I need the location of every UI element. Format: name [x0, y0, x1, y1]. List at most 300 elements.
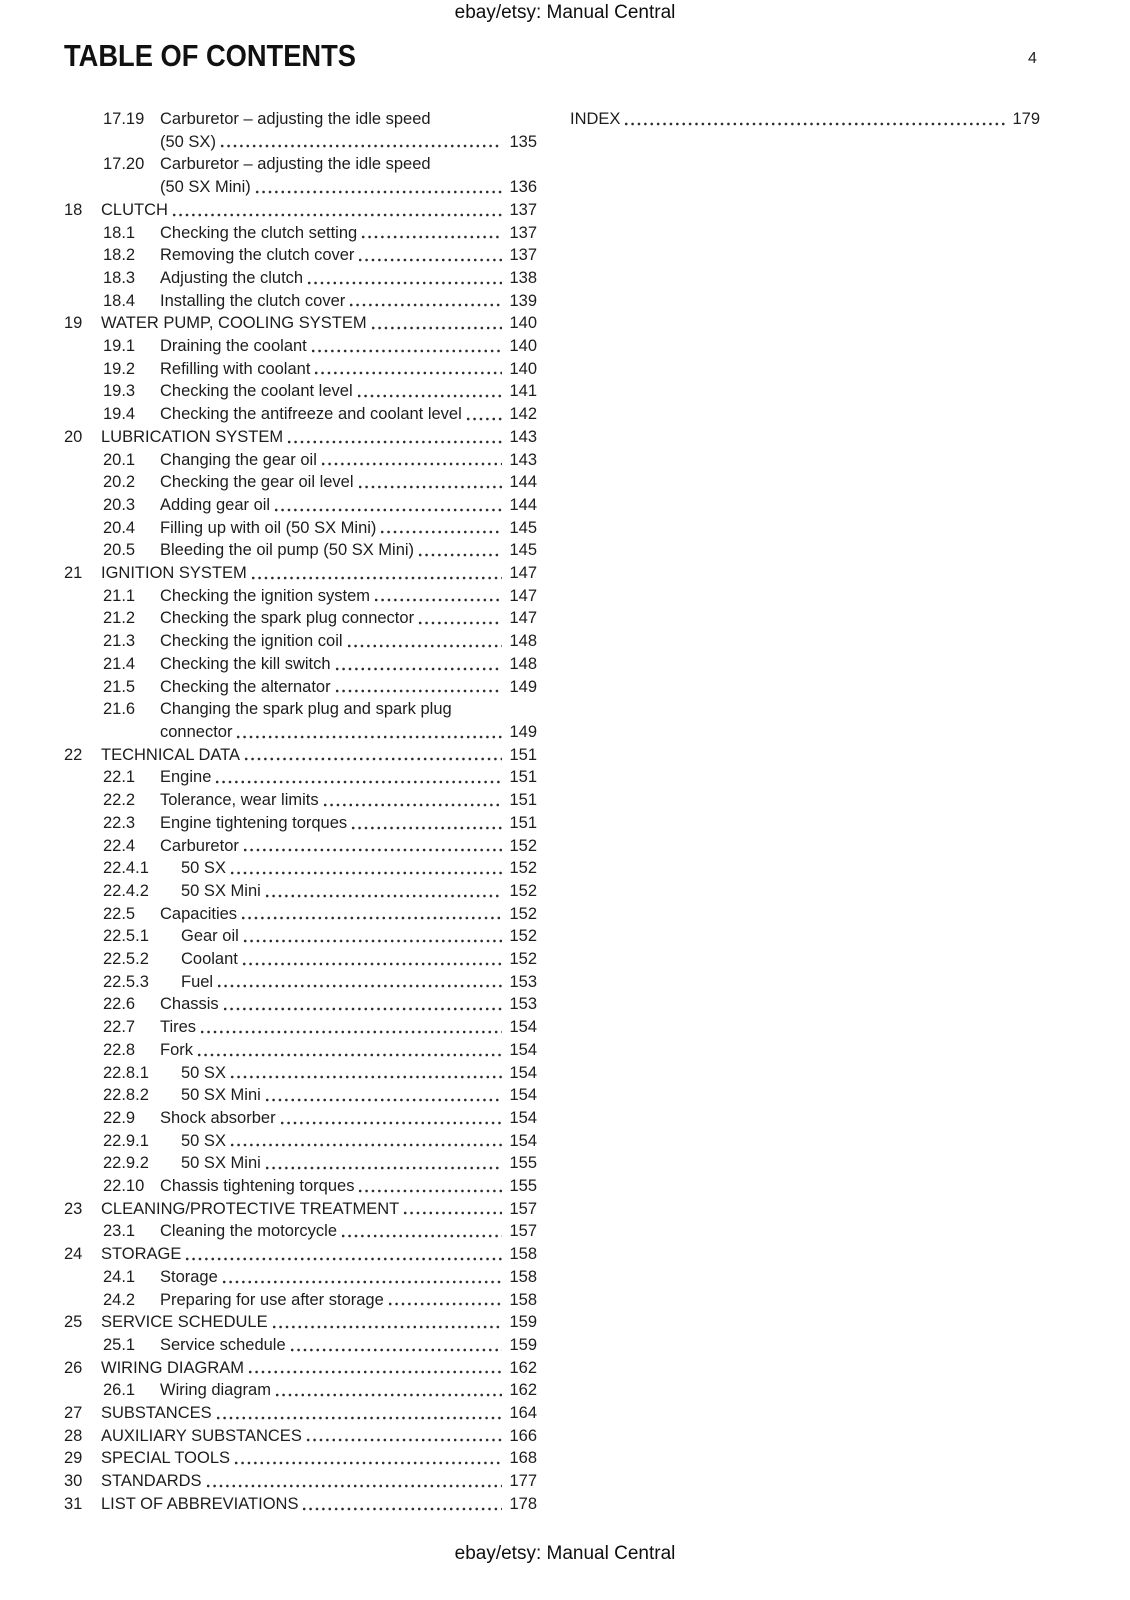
- dot-leader: [274, 1392, 503, 1398]
- toc-entry-number: 22: [64, 745, 83, 764]
- toc-entry-line: [160, 517, 537, 540]
- toc-entry: [64, 1152, 537, 1175]
- toc-entry-text: [181, 948, 537, 971]
- dot-leader: [247, 1369, 502, 1375]
- toc-entry-title: 50 SX Mini: [181, 881, 261, 900]
- dot-leader: [373, 597, 502, 603]
- toc-entry-text: [160, 380, 537, 403]
- toc-entry-line: [160, 1379, 537, 1402]
- toc-entry-number: 20: [64, 427, 83, 446]
- toc-entry-text: [101, 562, 537, 585]
- dot-leader: [233, 1460, 502, 1466]
- dot-leader: [465, 416, 503, 422]
- toc-entry-title: AUXILIARY SUBSTANCES: [101, 1426, 302, 1445]
- dot-leader: [271, 1324, 503, 1330]
- toc-entry-title: Engine tightening torques: [160, 813, 348, 832]
- toc-entry-text: [101, 1357, 537, 1380]
- toc-entry: [64, 494, 537, 517]
- toc-entry-title: Checking the gear oil level: [160, 473, 354, 492]
- toc-entry: [64, 1130, 537, 1153]
- toc-entry: [64, 1243, 537, 1266]
- toc-entry: [64, 880, 537, 903]
- toc-entry-number: 20.4: [103, 518, 136, 537]
- dot-leader: [264, 893, 503, 899]
- toc-entry-text: [181, 925, 537, 948]
- toc-entry-line: [160, 1289, 537, 1312]
- toc-entry-line: [101, 426, 537, 449]
- toc-entry: [64, 789, 537, 812]
- dot-leader: [279, 1120, 503, 1126]
- toc-entry-title: Checking the kill switch: [160, 654, 331, 673]
- toc-entry-line: [101, 199, 537, 222]
- toc-entry-text: [160, 244, 537, 267]
- toc-entry-page: 140: [509, 314, 537, 333]
- toc-entry-line: [160, 1175, 537, 1198]
- dot-leader: [286, 439, 502, 445]
- toc-entry-page: 158: [509, 1267, 537, 1286]
- toc-entry: [64, 1107, 537, 1130]
- toc-entry: [64, 835, 537, 858]
- toc-entry-text: [181, 971, 537, 994]
- toc-entry-page: 135: [509, 132, 537, 151]
- toc-entry-line: [160, 1220, 537, 1243]
- toc-entry-title: Preparing for use after storage: [160, 1290, 384, 1309]
- toc-entry: [64, 1289, 537, 1312]
- toc-left-column: [64, 108, 537, 1516]
- toc-entry: [64, 1379, 537, 1402]
- toc-entry-page: 158: [509, 1290, 537, 1309]
- dot-leader: [348, 302, 502, 308]
- toc-entry: [64, 744, 537, 767]
- toc-entry-line: [101, 1402, 537, 1425]
- toc-entry: [64, 993, 537, 1016]
- toc-entry-page: 154: [509, 1108, 537, 1127]
- toc-entry-title: Removing the clutch cover: [160, 246, 355, 265]
- toc-entry-number: 22.7: [103, 1018, 136, 1037]
- toc-entry-number: 22.5.1: [103, 927, 149, 946]
- toc-entry-number: 30: [64, 1472, 83, 1491]
- toc-entry-page: 154: [509, 1063, 537, 1082]
- dot-leader: [273, 507, 502, 513]
- toc-right-column: [570, 108, 1040, 131]
- toc-entry-number: 29: [64, 1449, 83, 1468]
- toc-entry-text: [160, 153, 537, 198]
- toc-entry-page: 139: [509, 291, 537, 310]
- toc-entry-number: 18.4: [103, 291, 136, 310]
- toc-entry-title: TECHNICAL DATA: [101, 745, 241, 764]
- toc-entry-page: 152: [509, 950, 537, 969]
- dot-leader: [623, 121, 1005, 127]
- dot-leader: [357, 257, 502, 263]
- toc-entry-title: Coolant: [181, 950, 238, 969]
- toc-entry-line: [101, 1243, 537, 1266]
- dot-leader: [216, 983, 502, 989]
- toc-entry-line: [160, 676, 537, 699]
- toc-entry-page: 154: [509, 1086, 537, 1105]
- toc-entry-line: [160, 335, 537, 358]
- toc-entry-number: 20.3: [103, 495, 136, 514]
- toc-entry-line: [101, 1447, 537, 1470]
- toc-entry-number: 22.5.3: [103, 972, 149, 991]
- toc-entry-text: [160, 698, 537, 743]
- dot-leader: [305, 1437, 503, 1443]
- toc-entry-title: Carburetor – adjusting the idle speed: [160, 110, 431, 128]
- toc-entry-text: [160, 539, 537, 562]
- dot-leader: [402, 1210, 502, 1216]
- toc-entry: [570, 108, 1040, 131]
- toc-entry-title: Fuel: [181, 972, 214, 991]
- toc-entry-number: 22.4.2: [103, 881, 149, 900]
- toc-entry-number: 19: [64, 314, 83, 333]
- toc-entry-text: [160, 653, 537, 676]
- toc-entry-page: 147: [509, 609, 537, 628]
- toc-entry-page: 148: [509, 632, 537, 651]
- toc-entry-page: 159: [509, 1335, 537, 1354]
- dot-leader: [229, 1074, 503, 1080]
- toc-entry-title: Storage: [160, 1267, 218, 1286]
- toc-entry-title: IGNITION SYSTEM: [101, 564, 247, 583]
- dot-leader: [356, 393, 503, 399]
- toc-entry-line: [160, 653, 537, 676]
- toc-entry-line: [160, 835, 537, 858]
- toc-entry-title: Capacities: [160, 904, 238, 923]
- toc-entry-text: [160, 789, 537, 812]
- toc-entry: [64, 1447, 537, 1470]
- toc-entry: [64, 153, 537, 198]
- toc-entry-title: Filling up with oil (50 SX Mini): [160, 518, 377, 537]
- toc-entry-line: [181, 1084, 537, 1107]
- toc-entry-text: [160, 1039, 537, 1062]
- toc-entry-page: 144: [509, 473, 537, 492]
- toc-entry-page: 152: [509, 904, 537, 923]
- dot-leader: [306, 280, 502, 286]
- toc-entry-text: [160, 993, 537, 1016]
- dot-leader: [370, 325, 503, 331]
- toc-entry-line: [160, 1334, 537, 1357]
- dot-leader: [205, 1483, 503, 1489]
- toc-entry-number: 17.20: [103, 155, 145, 174]
- toc-entry-text: [160, 1220, 537, 1243]
- toc-entry-number: 28: [64, 1426, 83, 1445]
- toc-entry-line: [160, 290, 537, 313]
- toc-entry: [64, 1334, 537, 1357]
- toc-entry-title: (50 SX): [160, 132, 216, 151]
- page-number-indicator: 4: [1028, 50, 1037, 67]
- toc-entry-page: 155: [509, 1177, 537, 1196]
- dot-leader: [340, 1233, 502, 1239]
- toc-entry-line: [160, 153, 537, 176]
- toc-entry: [64, 676, 537, 699]
- toc-entry-title: Checking the clutch setting: [160, 223, 358, 242]
- toc-entry-text: [101, 1243, 537, 1266]
- toc-entry-text: [181, 880, 537, 903]
- toc-entry-title: 50 SX: [181, 1131, 226, 1150]
- toc-entry-line: [160, 1266, 537, 1289]
- toc-entry-page: 141: [509, 382, 537, 401]
- toc-entry: [64, 698, 537, 743]
- dot-leader: [417, 552, 502, 558]
- toc-entry-line: [160, 766, 537, 789]
- toc-entry-title: Adding gear oil: [160, 495, 271, 514]
- toc-entry-number: 25.1: [103, 1335, 136, 1354]
- toc-entry-page: 177: [509, 1472, 537, 1491]
- toc-entry-page: 162: [509, 1358, 537, 1377]
- toc-entry-text: [101, 744, 537, 767]
- toc-entry-page: 152: [509, 881, 537, 900]
- toc-entry-number: 18: [64, 200, 83, 219]
- toc-entry: [64, 267, 537, 290]
- toc-entry-line: [160, 585, 537, 608]
- toc-entry-page: 155: [509, 1154, 537, 1173]
- toc-entry-page: 149: [509, 722, 537, 741]
- toc-entry-text: [101, 1447, 537, 1470]
- toc-entry-number: 25: [64, 1313, 83, 1332]
- toc-entry-number: 31: [64, 1494, 83, 1513]
- toc-entry-page: 159: [509, 1313, 537, 1332]
- toc-entry-page: 138: [509, 268, 537, 287]
- toc-entry-title: Gear oil: [181, 927, 239, 946]
- dot-leader: [301, 1506, 502, 1512]
- toc-entry-line: [181, 971, 537, 994]
- toc-entry: [64, 199, 537, 222]
- toc-entry-number: 26: [64, 1358, 83, 1377]
- toc-entry-page: 145: [509, 541, 537, 560]
- toc-entry-number: 22.2: [103, 791, 136, 810]
- toc-entry-title: Fork: [160, 1040, 193, 1059]
- toc-entry: [64, 1493, 537, 1516]
- toc-entry-title: 50 SX Mini: [181, 1086, 261, 1105]
- toc-entry-number: 19.4: [103, 405, 136, 424]
- toc-entry: [64, 630, 537, 653]
- toc-entry-number: 22.5: [103, 904, 136, 923]
- toc-entry-text: [160, 607, 537, 630]
- toc-entry: [64, 857, 537, 880]
- toc-entry-title: WIRING DIAGRAM: [101, 1358, 244, 1377]
- toc-entry-number: 21.5: [103, 677, 136, 696]
- dot-leader: [357, 1188, 502, 1194]
- dot-leader: [242, 847, 503, 853]
- toc-entry-title: 50 SX: [181, 1063, 226, 1082]
- toc-entry-text: [570, 108, 1040, 131]
- toc-entry: [64, 1175, 537, 1198]
- dot-leader: [222, 1006, 503, 1012]
- toc-entry-line: [181, 880, 537, 903]
- toc-entry-number: 21.1: [103, 586, 136, 605]
- toc-entry-number: 24.1: [103, 1267, 136, 1286]
- toc-entry-text: [160, 585, 537, 608]
- dot-leader: [379, 529, 502, 535]
- dot-leader: [350, 825, 502, 831]
- toc-entry-line: [181, 1062, 537, 1085]
- toc-entry: [64, 539, 537, 562]
- toc-entry-title: Changing the spark plug and spark plug: [160, 700, 452, 719]
- toc-entry-title: Checking the ignition system: [160, 586, 371, 605]
- dot-leader: [346, 643, 503, 649]
- toc-entry-title: Checking the ignition coil: [160, 632, 343, 651]
- toc-entry-text: [181, 1062, 537, 1085]
- toc-entry-text: [160, 449, 537, 472]
- toc-entry: [64, 948, 537, 971]
- toc-entry-line: [160, 721, 537, 744]
- toc-entry-line: [160, 812, 537, 835]
- toc-entry: [64, 1198, 537, 1221]
- toc-entry-title: Wiring diagram: [160, 1381, 271, 1400]
- toc-entry-line: [160, 993, 537, 1016]
- toc-entry-title: Refilling with coolant: [160, 359, 311, 378]
- toc-entry-page: 152: [509, 836, 537, 855]
- toc-entry-title: CLEANING/PROTECTIVE TREATMENT: [101, 1199, 400, 1218]
- toc-entry-page: 154: [509, 1131, 537, 1150]
- toc-entry-page: 151: [509, 768, 537, 787]
- toc-entry-text: [181, 857, 537, 880]
- toc-entry-text: [101, 199, 537, 222]
- toc-entry: [64, 562, 537, 585]
- toc-entry-title: Changing the gear oil: [160, 450, 317, 469]
- toc-entry-line: [160, 789, 537, 812]
- toc-entry-title: STANDARDS: [101, 1472, 202, 1491]
- toc-entry: [64, 449, 537, 472]
- toc-entry-page: 137: [509, 200, 537, 219]
- toc-entry-number: 24.2: [103, 1290, 136, 1309]
- toc-entry-number: 20.2: [103, 473, 136, 492]
- toc-entry-line: [181, 925, 537, 948]
- toc-entry-text: [160, 1016, 537, 1039]
- toc-entry-line: [181, 948, 537, 971]
- toc-entry: [64, 1220, 537, 1243]
- toc-entry-text: [101, 1493, 537, 1516]
- dot-leader: [357, 484, 503, 490]
- toc-entry-title: Adjusting the clutch: [160, 268, 304, 287]
- header-watermark: ebay/etsy: Manual Central: [454, 2, 676, 23]
- toc-entry-line: [101, 1493, 537, 1516]
- toc-entry-line: [101, 312, 537, 335]
- dot-leader: [196, 1052, 502, 1058]
- toc-entry-page: 152: [509, 927, 537, 946]
- toc-entry-text: [101, 1425, 537, 1448]
- toc-entry-text: [160, 1266, 537, 1289]
- toc-entry: [64, 403, 537, 426]
- toc-entry-page: 164: [509, 1404, 537, 1423]
- toc-entry-title: connector: [160, 722, 233, 741]
- dot-leader: [242, 938, 503, 944]
- dot-leader: [289, 1347, 503, 1353]
- dot-leader: [334, 688, 503, 694]
- toc-entry-number: 22.1: [103, 768, 136, 787]
- dot-leader: [171, 212, 503, 218]
- toc-entry: [64, 903, 537, 926]
- toc-entry-number: 22.10: [103, 1177, 145, 1196]
- toc-entry-page: 154: [509, 1040, 537, 1059]
- toc-entry: [64, 290, 537, 313]
- toc-entry-number: 21: [64, 564, 83, 583]
- toc-entry-title: 50 SX Mini: [181, 1154, 261, 1173]
- toc-entry-text: [160, 290, 537, 313]
- toc-entry-title: LUBRICATION SYSTEM: [101, 427, 284, 446]
- toc-entry-text: [101, 312, 537, 335]
- toc-entry-line: [160, 1016, 537, 1039]
- toc-entry-page: 137: [509, 246, 537, 265]
- toc-entry-title: Service schedule: [160, 1335, 286, 1354]
- toc-entry-page: 147: [509, 564, 537, 583]
- toc-entry-page: 147: [509, 586, 537, 605]
- toc-entry-title: Chassis tightening torques: [160, 1177, 355, 1196]
- toc-entry-number: 17.19: [103, 110, 145, 128]
- toc-entry-line: [160, 358, 537, 381]
- toc-entry-line: [160, 1039, 537, 1062]
- toc-entry: [64, 766, 537, 789]
- toc-entry-number: 21.2: [103, 609, 136, 628]
- toc-entry: [64, 585, 537, 608]
- toc-entry-number: 22.9: [103, 1108, 136, 1127]
- toc-entry-page: 142: [509, 405, 537, 424]
- toc-entry: [64, 1062, 537, 1085]
- toc-entry-title: LIST OF ABBREVIATIONS: [101, 1494, 299, 1513]
- toc-entry-line: [160, 1107, 537, 1130]
- dot-leader: [264, 1097, 503, 1103]
- toc-entry: [64, 1425, 537, 1448]
- toc-entry-page: 137: [509, 223, 537, 242]
- toc-entry: [64, 1039, 537, 1062]
- toc-entry-text: [160, 1289, 537, 1312]
- toc-entry-text: [160, 766, 537, 789]
- toc-entry: [64, 812, 537, 835]
- toc-entry-line: [160, 403, 537, 426]
- dot-leader: [214, 779, 502, 785]
- toc-entry-page: 153: [509, 995, 537, 1014]
- toc-entry: [64, 1016, 537, 1039]
- toc-entry-page: 140: [509, 359, 537, 378]
- toc-entry-line: [160, 108, 537, 131]
- toc-entry-line: [101, 744, 537, 767]
- toc-entry-page: 143: [509, 450, 537, 469]
- toc-entry-page: 143: [509, 427, 537, 446]
- toc-entry-text: [101, 426, 537, 449]
- toc-entry-line: [160, 222, 537, 245]
- toc-entry-number: 18.1: [103, 223, 136, 242]
- toc-entry-title: Shock absorber: [160, 1108, 276, 1127]
- dot-leader: [334, 666, 503, 672]
- toc-entry-line: [101, 1425, 537, 1448]
- toc-entry: [64, 1311, 537, 1334]
- toc-entry-text: [160, 835, 537, 858]
- toc-entry-page: 168: [509, 1449, 537, 1468]
- dot-leader: [215, 1415, 503, 1421]
- toc-entry-text: [160, 812, 537, 835]
- toc-entry-title: Tires: [160, 1018, 197, 1037]
- toc-entry-title: Checking the spark plug connector: [160, 609, 415, 628]
- dot-leader: [320, 461, 503, 467]
- dot-leader: [387, 1301, 503, 1307]
- toc-entry-page: 136: [509, 178, 537, 197]
- toc-entry-title: SERVICE SCHEDULE: [101, 1313, 268, 1332]
- toc-entry-number: 22.3: [103, 813, 136, 832]
- toc-entry: [64, 1266, 537, 1289]
- toc-entry: [64, 244, 537, 267]
- dot-leader: [310, 348, 503, 354]
- toc-entry-line: [181, 857, 537, 880]
- toc-entry: [64, 108, 537, 153]
- toc-entry-page: 149: [509, 677, 537, 696]
- toc-entry-text: [160, 517, 537, 540]
- toc-entry-title: SUBSTANCES: [101, 1404, 212, 1423]
- dot-leader: [243, 756, 502, 762]
- toc-entry-text: [160, 267, 537, 290]
- toc-entry: [64, 471, 537, 494]
- toc-entry: [64, 517, 537, 540]
- toc-entry-line: [160, 903, 537, 926]
- toc-entry-line: [160, 380, 537, 403]
- dot-leader: [229, 870, 503, 876]
